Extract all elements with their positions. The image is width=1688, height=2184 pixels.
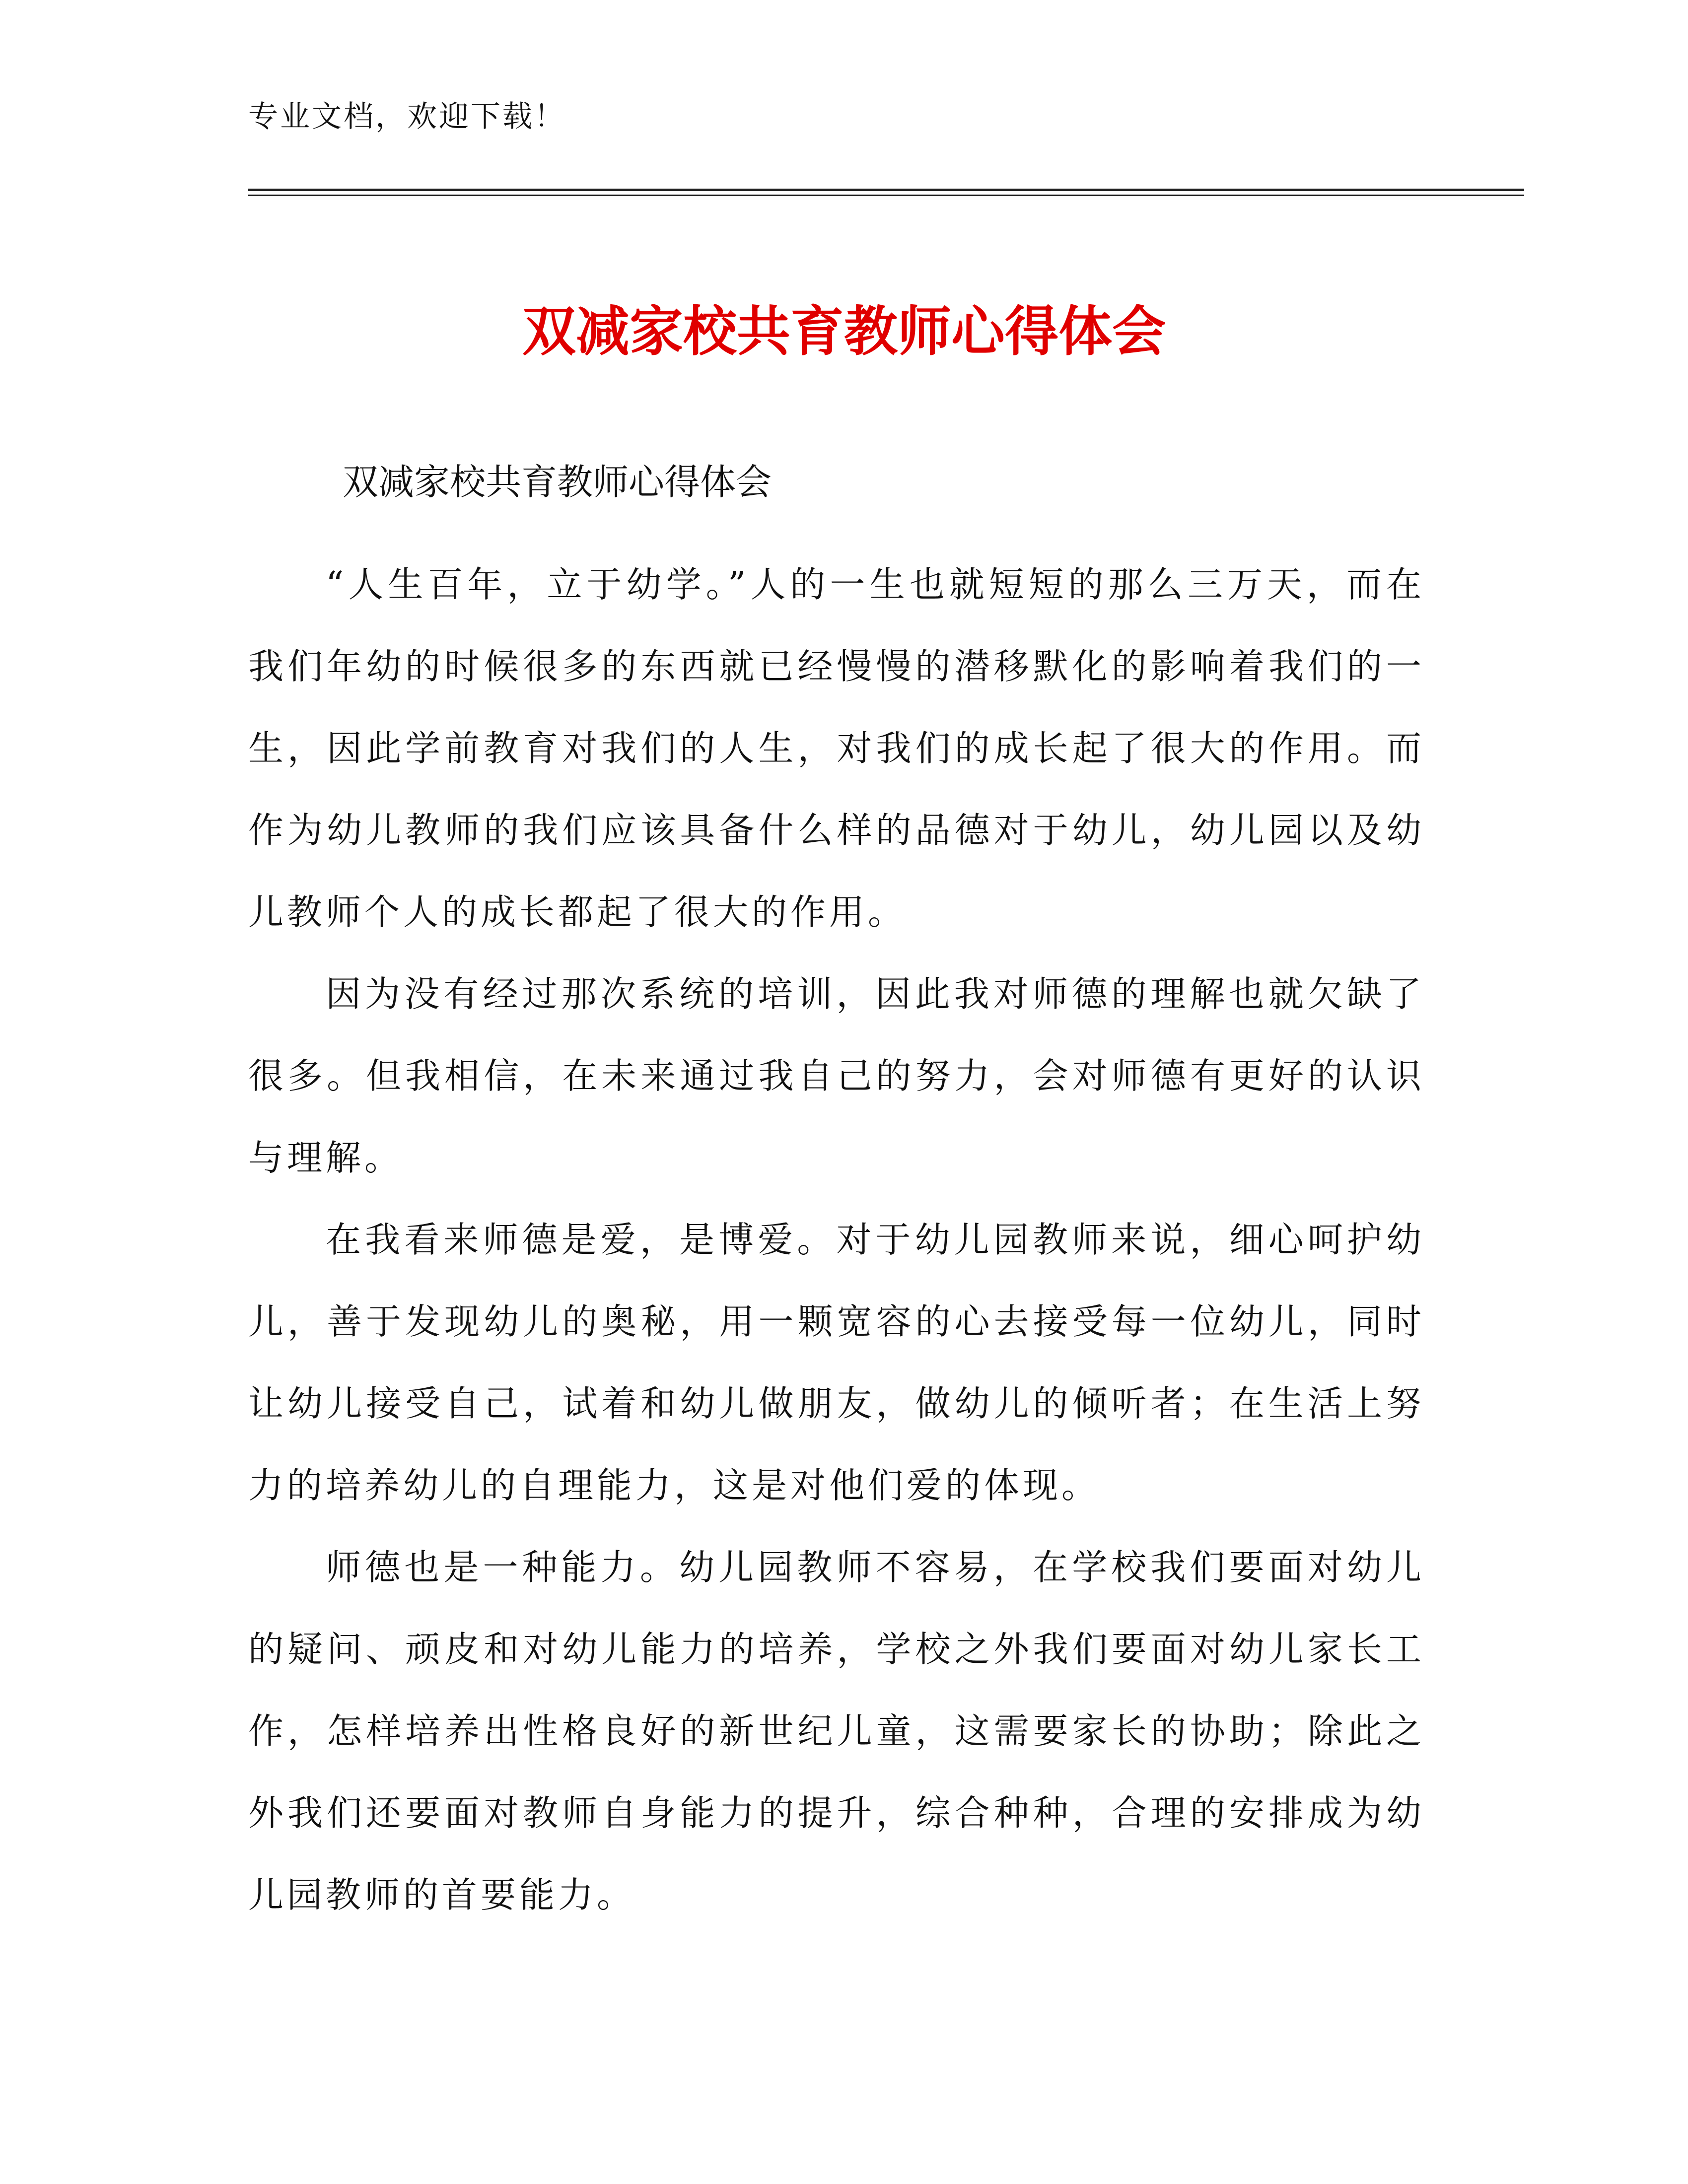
page-header-text: 专业文档，欢迎下载！ [248,99,566,134]
body-paragraph: 因为没有经过那次系统的培训，因此我对师德的理解也就欠缺了很多。但我相信，在未来通过我自己的努力，会对师德有更好的认识与理解。 [248,973,1425,1178]
body-paragraph: 师德也是一种能力。幼儿园教师不容易，在学校我们要面对幼儿的疑问、顽皮和对幼儿能力的培养，学校之外我们要面对幼儿家长工作，怎样培养出性格良好的新世纪儿童，这需要家长的协助；除此之外我们还要面对教师自身能力的提升，综合种种，合理的安排成为幼儿园教师的首要能力。 [248,1547,1425,1915]
body-paragraph: 在我看来师德是爱，是博爱。对于幼儿园教师来说，细心呵护幼儿，善于发现幼儿的奥秘，用一颗宽容的心去接受每一位幼儿，同时让幼儿接受自己，试着和幼儿做朋友，做幼儿的倾听者；在生活上努力的培养幼儿的自理能力，这是对他们爱的体现。 [248,1219,1425,1506]
document-subtitle: 双减家校共育教师心得体会 [343,461,772,503]
document-body [248,544,1425,1936]
header-divider-thin [248,195,1524,196]
document-title: 双减家校共育教师心得体会 [522,301,1166,363]
body-paragraph: “人生百年，立于幼学。”人的一生也就短短的那么三万天，而在我们年幼的时候很多的东西就已经慢慢的潜移默化的影响着我们的一生，因此学前教育对我们的人生，对我们的成长起了很大的作用。而作为幼儿教师的我们应该具备什么样的品德对于幼儿，幼儿园以及幼儿教师个人的成长都起了很大的作用。 [248,564,1425,933]
header-divider-thick [248,189,1524,191]
